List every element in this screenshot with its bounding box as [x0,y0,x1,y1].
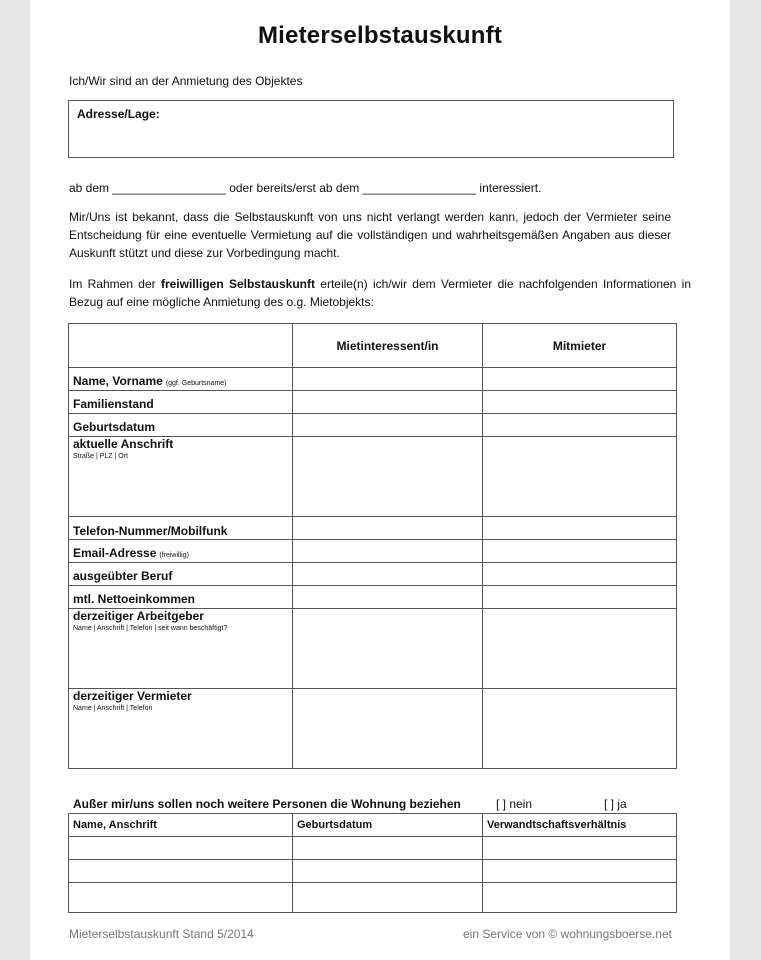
paragraph-info-bold: freiwilligen Selbstauskunft [160,277,315,291]
label-geburtsdatum: Geburtsdatum [69,414,293,437]
cell-applicant-vermieter[interactable] [293,689,483,769]
paragraph-info-part2: erteile(n) ich/wir dem Vermieter die nachfolgenden Informationen in Bezug auf eine mögliche Anmietung des o.g. Mietobjekts: [69,277,691,309]
header-applicant: Mietinteressent/in [293,324,483,368]
paragraph-info-part1: Im Rahmen der [69,277,156,291]
cell-applicant-name[interactable] [293,368,483,391]
header-empty-cell [69,324,293,368]
persons-header-birth: Geburtsdatum [293,814,483,837]
cell-cotenant-netto[interactable] [483,586,677,609]
table-row [69,368,677,391]
paragraph-info [69,275,691,311]
persons-cell[interactable] [69,883,293,913]
persons-header-row [69,814,677,837]
table-row [69,609,677,689]
table-row [69,586,677,609]
label-email-hint: (freiwillig) [159,552,189,559]
footer-left: Mieterselbstauskunft Stand 5/2014 [69,927,254,941]
option-yes-checkbox[interactable]: [ ] ja [604,797,627,811]
date-blank-2[interactable]: _________________ [362,181,477,195]
applicant-table [68,323,677,769]
label-anschrift-hint: Straße | PLZ | Ort [73,453,128,460]
label-arbeitgeber: derzeitiger Arbeitgeber Name | Anschrift | Telefon | seit wann beschäftigt? [69,609,293,689]
persons-question: Außer mir/uns sollen noch weitere Personen die Wohnung beziehen [73,797,461,811]
cell-applicant-netto[interactable] [293,586,483,609]
label-email: Email-Adresse (freiwillig) [69,540,293,563]
persons-cell[interactable] [483,860,677,883]
label-telefon: Telefon-Nummer/Mobilfunk [69,517,293,540]
document-page [30,0,730,960]
table-row [69,689,677,769]
cell-applicant-beruf[interactable] [293,563,483,586]
label-name: Name, Vorname (ggf. Geburtsname) [69,368,293,391]
cell-cotenant-geburtsdatum[interactable] [483,414,677,437]
cell-cotenant-vermieter[interactable] [483,689,677,769]
table-row [69,391,677,414]
label-anschrift: aktuelle Anschrift Straße | PLZ | Ort [69,437,293,517]
persons-cell[interactable] [293,837,483,860]
cell-applicant-telefon[interactable] [293,517,483,540]
date-oder-label: oder bereits/erst ab dem [229,181,360,195]
page-title: Mieterselbstauskunft [257,22,503,49]
table-row [69,540,677,563]
label-familienstand: Familienstand [69,391,293,414]
persons-cell[interactable] [293,883,483,913]
persons-cell[interactable] [69,860,293,883]
cell-cotenant-arbeitgeber[interactable] [483,609,677,689]
cell-applicant-familienstand[interactable] [293,391,483,414]
persons-cell[interactable] [293,860,483,883]
persons-header-name: Name, Anschrift [69,814,293,837]
address-box[interactable] [68,100,674,158]
date-line [69,179,541,197]
label-vermieter-hint: Name | Anschrift | Telefon [73,705,153,712]
table-row [69,437,677,517]
cell-cotenant-email[interactable] [483,540,677,563]
persons-cell[interactable] [483,837,677,860]
cell-cotenant-anschrift[interactable] [483,437,677,517]
paragraph-consent: Mir/Uns ist bekannt, dass die Selbstauskunft von uns nicht verlangt werden kann, jedoch der Vermieter seine Entscheidung für eine eventuelle Vermietung auf die vollständigen und wahrheitsgemäßen Angaben aus dieser Auskunft stützt und diese zur Vorbedingung macht. [69,210,671,260]
option-no-checkbox[interactable]: [ ] nein [496,797,533,811]
table-row [69,414,677,437]
label-name-hint: (ggf. Geburtsname) [165,380,227,387]
cell-applicant-anschrift[interactable] [293,437,483,517]
cell-cotenant-familienstand[interactable] [483,391,677,414]
cell-cotenant-beruf[interactable] [483,563,677,586]
intro-text: Ich/Wir sind an der Anmietung des Objektes [69,74,303,88]
date-interessiert-label: interessiert. [479,181,542,195]
cell-applicant-email[interactable] [293,540,483,563]
table-row [69,837,677,860]
table-header-row [69,324,677,368]
table-row [69,860,677,883]
header-co-tenant: Mitmieter [483,324,677,368]
date-blank-1[interactable]: _________________ [112,181,226,195]
label-arbeitgeber-hint: Name | Anschrift | Telefon | seit wann beschäftigt? [73,625,228,632]
persons-header-relation: Verwandtschaftsverhältnis [483,814,677,837]
persons-table [68,813,677,913]
persons-cell[interactable] [483,883,677,913]
address-label: Adresse/Lage: [77,107,160,121]
cell-cotenant-telefon[interactable] [483,517,677,540]
table-row [69,563,677,586]
table-row [69,883,677,913]
cell-applicant-geburtsdatum[interactable] [293,414,483,437]
label-beruf: ausgeübter Beruf [69,563,293,586]
cell-applicant-arbeitgeber[interactable] [293,609,483,689]
persons-cell[interactable] [69,837,293,860]
date-ab-label: ab dem [69,181,110,195]
label-netto: mtl. Nettoeinkommen [69,586,293,609]
label-vermieter: derzeitiger Vermieter Name | Anschrift | Telefon [69,689,293,769]
footer-right: ein Service von © wohnungsboerse.net [463,927,672,941]
cell-cotenant-name[interactable] [483,368,677,391]
table-row [69,517,677,540]
